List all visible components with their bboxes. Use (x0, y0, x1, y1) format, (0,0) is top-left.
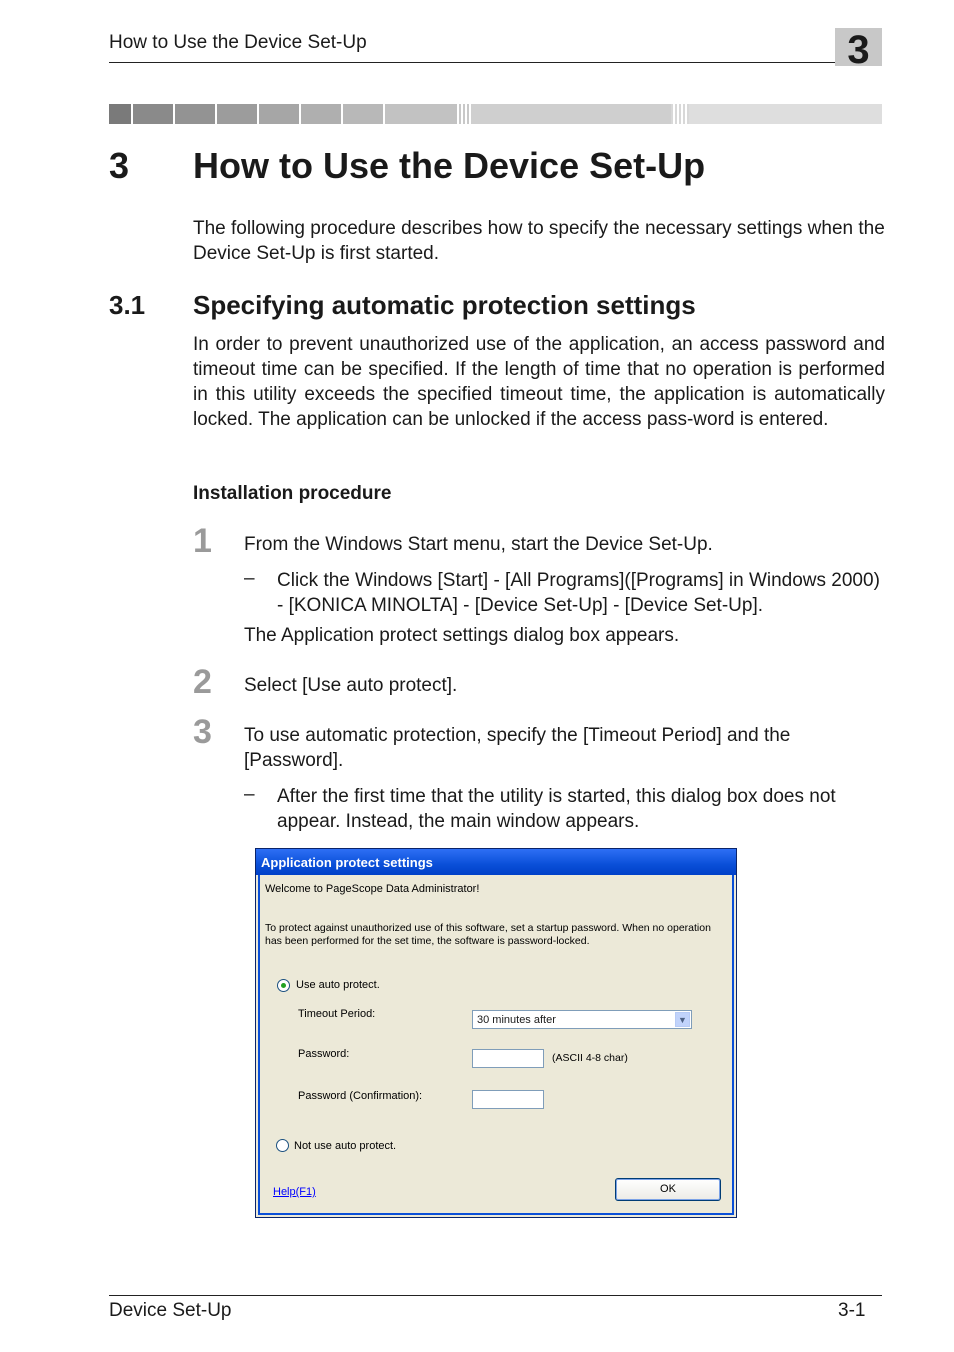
use-auto-protect-label[interactable]: Use auto protect. (296, 979, 380, 991)
password-hint: (ASCII 4-8 char) (552, 1052, 628, 1064)
chevron-down-icon[interactable]: ▼ (675, 1012, 690, 1027)
footer-title: Device Set-Up (109, 1300, 232, 1321)
header-rule (109, 62, 835, 63)
password-input[interactable] (472, 1049, 544, 1068)
step-bullet: After the first time that the utility is started, this dialog box does not appear. Instead, the main window appears. (277, 786, 836, 832)
password-confirm-label: Password (Confirmation): (298, 1090, 423, 1102)
bullet-dash: – (244, 784, 255, 805)
chapter-title: How to Use the Device Set-Up (193, 145, 706, 186)
running-header-title: How to Use the Device Set-Up (109, 32, 367, 53)
password-confirm-input[interactable] (472, 1090, 544, 1109)
section-paragraph: In order to prevent unauthorized use of the application, an access password and timeout time can be specified. If the length of time that no operation is performed in this utility exceeds the specified timeout time, the application is automatically locked. The application can be unlocked if the access pass-word is entered. (193, 334, 885, 430)
intro-paragraph: The following procedure describes how to specify the necessary settings when the Device Set-Up is first started. (193, 218, 885, 264)
chapter-number: 3 (109, 145, 130, 186)
section-number: 3.1 (109, 290, 146, 320)
chapter-tab: 3 (835, 28, 882, 66)
use-auto-protect-radio[interactable] (277, 979, 290, 992)
step-text: From the Windows Start menu, start the Device Set-Up. (244, 534, 713, 555)
section-title: Specifying automatic protection settings (193, 290, 696, 320)
password-label: Password: (298, 1048, 350, 1060)
footer-rule (109, 1295, 882, 1296)
application-protect-dialog (255, 848, 737, 1218)
ok-button[interactable]: OK (615, 1178, 721, 1201)
dialog-body (258, 875, 734, 1215)
step-number: 3 (193, 713, 212, 751)
decorative-bar (109, 104, 882, 124)
bullet-dash: – (244, 568, 255, 589)
step-number: 1 (193, 522, 212, 560)
step-bullet: Click the Windows [Start] - [All Programs]([Programs] in Windows 2000) - [KONICA MINOLTA] - [Device Set-Up] - [Device Set-Up]. (277, 570, 880, 616)
not-use-auto-protect-radio[interactable] (276, 1139, 289, 1152)
timeout-period-label: Timeout Period: (298, 1008, 376, 1020)
step-text: Select [Use auto protect]. (244, 675, 458, 696)
step-text: To use automatic protection, specify the [Timeout Period] and the [Password]. (244, 725, 791, 771)
procedure-heading: Installation procedure (193, 483, 392, 504)
timeout-period-select[interactable] (472, 1010, 692, 1029)
radio-selected-dot (281, 983, 286, 988)
welcome-text: Welcome to PageScope Data Administrator! (265, 883, 480, 895)
help-link[interactable]: Help(F1) (273, 1186, 316, 1198)
dialog-title-bar: Application protect settings (256, 849, 736, 875)
description-line-2: has been performed for the set time, the software is password-locked. (265, 935, 590, 947)
step-result: The Application protect settings dialog box appears. (244, 625, 680, 646)
page-number: 3-1 (838, 1300, 866, 1321)
not-use-auto-protect-label[interactable]: Not use auto protect. (294, 1140, 397, 1152)
description-line-1: To protect against unauthorized use of this software, set a startup password. When no operation (265, 922, 711, 934)
timeout-period-value: 30 minutes after (477, 1014, 556, 1026)
step-number: 2 (193, 663, 212, 701)
